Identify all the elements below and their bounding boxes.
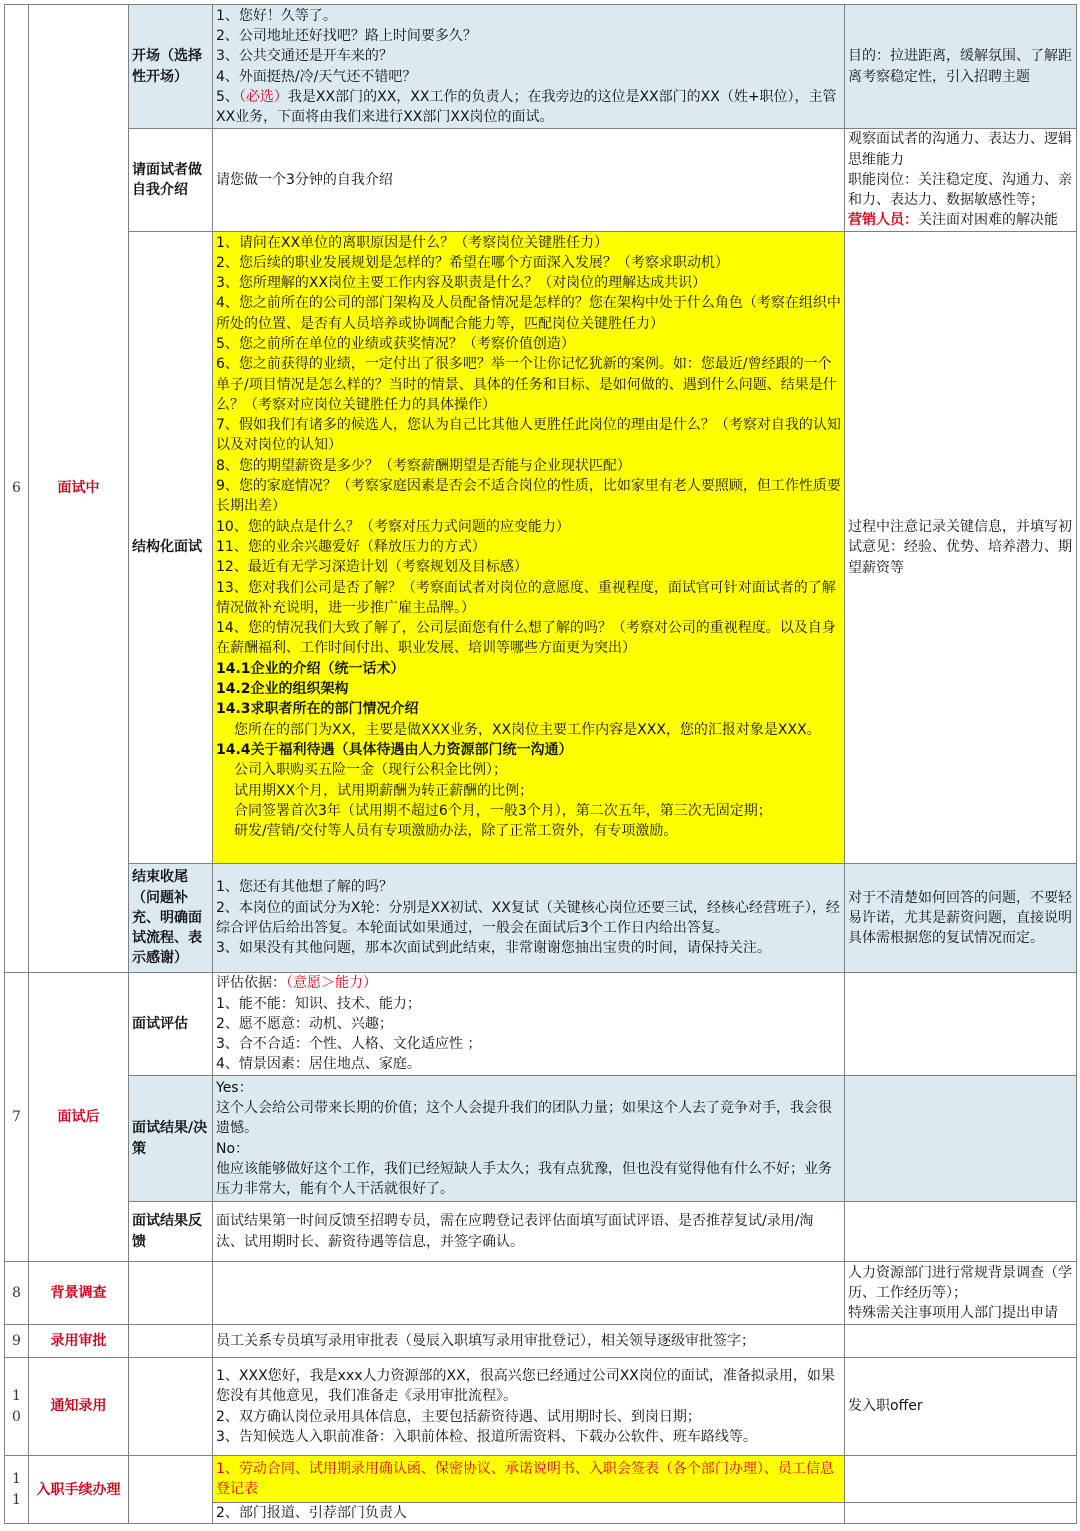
content-line: 4、情景因素：居住地点、家庭。 [216,1056,421,1073]
question-list [213,232,845,864]
question-item: 5、您之前所在单位的业绩或获奖情况？（考察价值创造） [216,335,575,352]
step-label [129,1358,213,1456]
step-content [213,5,845,129]
subheading: 14.4关于福利待遇（具体待遇由人力资源部门统一沟通） [216,741,573,758]
step-note [845,1503,1077,1524]
question-item: 9、您的家庭情况？（考察家庭因素是否会不适合岗位的性质，比如家里有老人要照顾，但工作性质要长期出差） [216,478,841,515]
step-content [213,973,845,1076]
step-label: 面试评估 [129,973,213,1076]
question-item: 10、您的缺点是什么？（考察对压力式问题的应变能力） [216,518,570,535]
step-label: 面试结果/决策 [129,1076,213,1202]
step-note [845,1262,1077,1325]
step-note [845,1325,1077,1358]
question-item: 7、假如我们有诸多的候选人，您认为自己比其他人更胜任此岗位的理由是什么？（考察对自我的认知以及对岗位的认知） [216,417,841,454]
step-label [129,1325,213,1358]
row-6-closing [5,864,1077,973]
step-note: 过程中注意记录关键信息，并填写初试意见：经验、优势、培养潜力、期望薪资等 [845,232,1077,864]
row-8-background-check [5,1262,1077,1325]
step-content: 2、部门报道、引荐部门负责人 [213,1503,845,1524]
content-line: 3、合不合适：个性、人格、文化适应性 ； [216,1036,482,1053]
step-note: 对于不清楚如何回答的问题，不要轻易许诺，尤其是薪资问题，直接说明具体需根据您的复试情况而定。 [845,864,1077,973]
row-10-offer-notice [5,1358,1077,1456]
question-item: 2、您后续的职业发展规划是怎样的？希望在哪个方面深入发展？（考察求职动机） [216,254,729,271]
row-7-decision [5,1076,1077,1202]
row-9-hiring-approval [5,1325,1077,1358]
interview-process-table [4,4,1077,1524]
row-number: 9 [5,1325,29,1358]
question-item: 12、最近有无学习深造计划（考察规划及目标感） [216,559,528,576]
note-line [848,210,1073,230]
step-label: 请面试者做自我介绍 [129,129,213,232]
content-line: 1、您好！久等了。 [216,7,337,24]
question-item: 13、您对我们公司是否了解？（考察面试者对岗位的意愿度、重视程度，面试官可针对面试者的了解情况做补充说明，进一步推广雇主品牌。） [216,579,836,616]
step-content: 请您做一个3分钟的自我介绍 [213,129,845,232]
question-item: 3、您所理解的XX岗位主要工作内容及职责是什么？（对岗位的理解达成共识） [216,275,707,292]
line-prefix: 5、 [216,88,239,105]
content-line [216,973,841,993]
note-line: 职能岗位：关注稳定度、沟通力、亲和力、表达力、数据敏感性等； [848,171,1072,209]
content-line: 3、公共交通还是开车来的？ [216,48,393,65]
step-note [845,1456,1077,1503]
step-note [845,129,1077,232]
department-text: 您所在的部门为XX，主要是做XXX业务，XX岗位主要工作内容是XXX，您的汇报对象是XXX。 [234,721,821,738]
question-item: 8、您的期望薪资是多少？（考察薪酬期望是否能与企业现状匹配） [216,457,631,474]
content-line: 2、本岗位的面试分为X轮：分别是XX初试、XX复试（关键核心岗位还要三试，经核心经营班子），经综合评估后给出答复。本轮面试如果通过，一般会在面试后3个工作日内给出答复。 [216,899,840,936]
content-line: 1、XXX您好，我是xxx人力资源部的XX，很高兴您已经通过公司XX岗位的面试，准备拟录用，如果您没有其他意见，我们准备走《录用审批流程》。 [216,1367,835,1405]
stage-label: 背景调查 [29,1262,129,1325]
row-number: 11 [5,1456,29,1524]
step-content [213,1076,845,1202]
step-note [845,973,1077,1076]
step-note: 发入职offer [845,1358,1077,1456]
step-content [213,864,845,973]
content-line: 这个人会给公司带来长期的价值；这个人会提升我们的团队力量；如果这个人去了竞争对手，我会很遗憾。 [216,1099,832,1137]
note-line: 观察面试者的沟通力、表达力、逻辑思维能力 [848,131,1072,168]
onboarding-documents: 1、劳动合同、试用期录用确认函、保密协议、承诺说明书、入职会签表（各个部门办理）、员工信息登记表 [213,1456,845,1503]
row-number: 6 [5,5,29,973]
step-content: 面试结果第一时间反馈至招聘专员，需在应聘登记表评估面填写面试评语、是否推荐复试/录用/淘汰、试用期时长、薪资待遇等信息，并签字确认。 [213,1202,845,1262]
step-note [845,1076,1077,1202]
content-line: 2、愿不愿意：动机、兴趣； [216,1015,393,1032]
stage-label: 面试中 [29,5,129,973]
stage-label: 面试后 [29,973,129,1262]
step-note [845,1202,1077,1262]
content-line: Yes： [216,1079,253,1096]
welfare-item: 公司入职购买五险一金（现行公积金比例）； [234,762,507,779]
note-line: 特殊需关注事项用人部门提出申请 [848,1305,1058,1322]
step-label: 结构化面试 [129,232,213,864]
step-label [129,1456,213,1524]
row-number: 10 [5,1358,29,1456]
content-line: 4、外面挺热/冷/天气还不错吧？ [216,68,417,85]
subheading: 14.1企业的介绍（统一话术） [216,660,405,677]
content-line: 2、双方确认岗位录用具体信息，主要包括薪资待遇、试用期时长、到岗日期； [216,1408,701,1425]
note-line: 人力资源部门进行常规背景调查（学历、工作经历等）； [848,1264,1072,1301]
content-line: 1、您还有其他想了解的吗？ [216,879,393,896]
welfare-item: 合同签署首次3年（试用期不超过6个月，一般3个月），第二次五年，第三次无固定期； [234,802,772,819]
step-content [213,1358,845,1456]
step-label: 面试结果反馈 [129,1202,213,1262]
step-label: 结束收尾（问题补充、明确面试流程、表示感谢） [129,864,213,973]
basis-value: （意愿＞能力） [286,975,377,992]
sales-label: 营销人员： [848,212,918,229]
question-item: 1、请问在XX单位的离职原因是什么？（考察岗位关键胜任力） [216,234,609,251]
row-6-self-intro [5,129,1077,232]
sales-text: 关注面对困难的解决能 [918,212,1058,229]
question-item: 14、您的情况我们大致了解了，公司层面您有什么想了解的吗？（考察对公司的重视程度。以及自身在薪酬福利、工作时间付出、职业发展、培训等哪些方面更为突出） [216,620,836,657]
row-number: 8 [5,1262,29,1325]
welfare-item: 研发/营销/交付等人员有专项激励办法，除了正常工资外，有专项激励。 [234,823,678,840]
step-label [129,1262,213,1325]
stage-label: 入职手续办理 [29,1456,129,1524]
required-tag: （必选） [238,88,288,105]
row-6-opening [5,5,1077,129]
content-line: 1、能不能：知识、技术、能力； [216,995,421,1012]
content-line: 3、告知候选人入职前准备：入职前体检、报道所需资料、下载办公软件、班车路线等。 [216,1428,757,1445]
step-content [213,1262,845,1325]
content-line: 2、公司地址还好找吧？路上时间要多久？ [216,27,477,44]
question-item: 11、您的业余兴趣爱好（释放压力的方式） [216,538,486,555]
question-item: 4、您之前所在的公司的部门架构及人员配备情况是怎样的？您在架构中处于什么角色（考察在组织中所处的位置、是否有人员培养或协调配合能力等，匹配岗位关键胜任力） [216,295,841,332]
row-11-onboarding [5,1456,1077,1503]
step-content: 员工关系专员填写录用审批表（曼辰入职填写录用审批登记），相关领导逐级审批签字； [213,1325,845,1358]
subheading: 14.3求职者所在的部门情况介绍 [216,701,419,718]
content-line: No： [216,1140,250,1157]
subheading: 14.2企业的组织架构 [216,681,349,698]
row-7-feedback [5,1202,1077,1262]
stage-label: 通知录用 [29,1358,129,1456]
question-item: 6、您之前获得的业绩，一定付出了很多吧？举一个让你记忆犹新的案例。如：您最近/曾经跟的一个单子/项目情况是怎么样的？当时的情景、具体的任务和目标、是如何做的、遇到什么问题、结果是什么？（考察对应岗位关键胜任力的具体操作） [216,356,837,413]
content-line: 3、如果没有其他问题，那本次面试到此结束，非常谢谢您抽出宝贵的时间，请保持关注。 [216,940,771,957]
step-note: 目的：拉进距离，缓解氛围、了解距离考察稳定性，引入招聘主题 [845,5,1077,129]
content-line [216,87,841,128]
row-6-structured [5,232,1077,864]
line-text: 我是XX部门的XX，XX工作的负责人；在我旁边的这位是XX部门的XX（姓+职位），主管XX业务，下面将由我们来进行XX部门XX岗位的面试。 [216,88,837,126]
step-label: 开场（选择性开场） [129,5,213,129]
content-line: 他应该能够做好这个工作，我们已经短缺人手太久；我有点犹豫，但也没有觉得他有什么不好；业务压力非常大，能有个人干活就很好了。 [216,1160,832,1198]
row-7-evaluation [5,973,1077,1076]
welfare-item: 试用期XX个月，试用期薪酬为转正薪酬的比例； [234,782,534,799]
basis-label: 评估依据： [216,975,286,992]
stage-label: 录用审批 [29,1325,129,1358]
row-number: 7 [5,973,29,1262]
